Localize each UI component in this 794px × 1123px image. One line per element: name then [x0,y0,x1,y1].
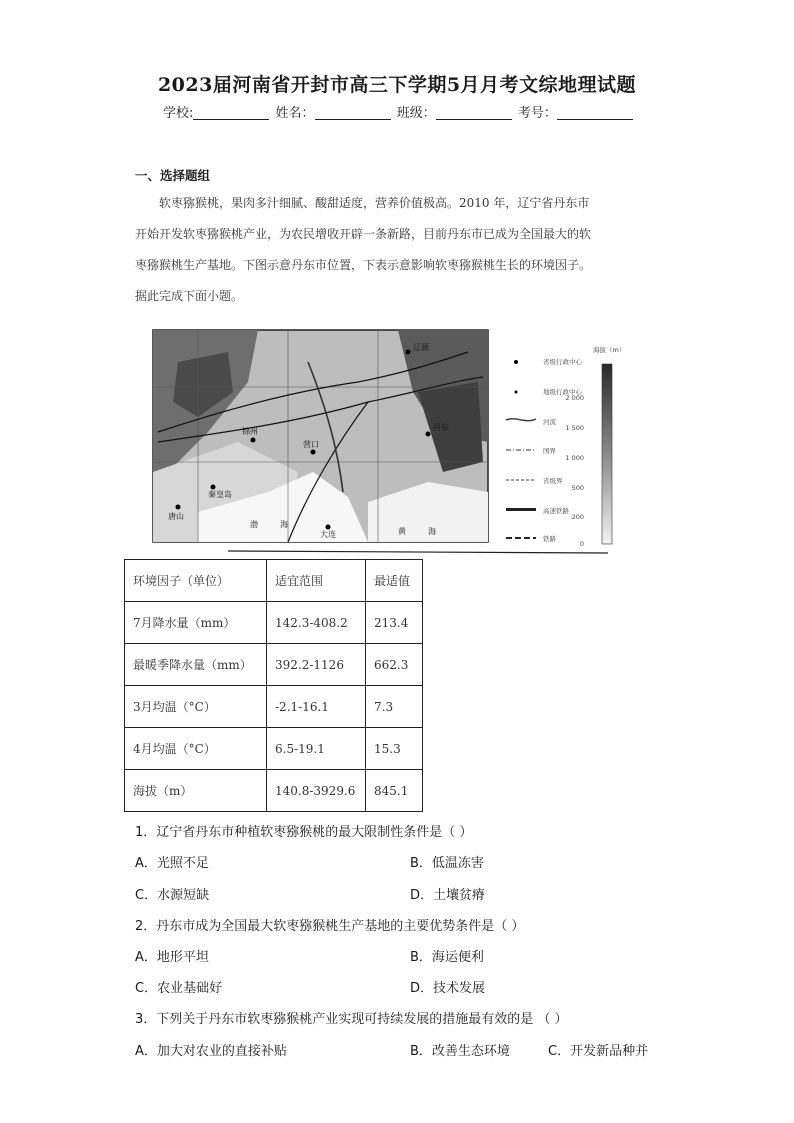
table-header-cell: 最适值 [366,560,423,602]
map-label: 丹东 [433,423,449,432]
q1-option-c[interactable]: C．水源短缺 [135,888,210,903]
svg-text:200: 200 [571,513,584,521]
q3-option-c[interactable]: C．开发新品种并 [548,1044,649,1059]
elevation-legend [565,345,625,548]
map-label: 秦皇岛 [208,490,232,499]
map-label: 海 [428,527,436,536]
table-header-cell: 适宜范围 [267,560,366,602]
table-cell: 142.3-408.2 [267,602,366,644]
question-3: 3．下列关于丹东市软枣猕猴桃产业实现可持续发展的措施最有效的是 （ ） [135,1012,568,1027]
q3-option-a[interactable]: A．加大对农业的直接补贴 [135,1044,287,1059]
table-cell: 4月均温（°C） [125,728,267,770]
svg-text:海拔（m）: 海拔（m） [593,346,626,354]
table-cell: 6.5-19.1 [267,728,366,770]
class-label: 班级： [396,106,436,121]
table-cell: 7月降水量（mm） [125,602,267,644]
table-cell: 662.3 [366,644,423,686]
school-blank [193,106,269,120]
table-row [125,686,423,728]
q1-option-d[interactable]: D．土壤贫瘠 [410,888,486,903]
svg-text:省级行政中心: 省级行政中心 [543,358,582,366]
table-header-row [125,560,423,602]
q2-option-c[interactable]: C．农业基础好 [135,981,223,996]
map-label: 锦州 [242,427,258,436]
map-label: 黄 [398,527,406,536]
passage-line: 枣猕猴桃生产基地。下图示意丹东市位置，下表示意影响软枣猕猴桃生长的环境因子。 [135,258,592,272]
map-label: 大连 [320,530,336,539]
q2-option-a[interactable]: A．地形平坦 [135,950,209,965]
exam-no-label: 考号： [517,106,557,121]
name-blank [315,106,391,120]
question-2: 2．丹东市成为全国最大软枣猕猴桃生产基地的主要优势条件是（ ） [135,919,525,934]
table-row [125,602,423,644]
svg-text:铁路: 铁路 [543,535,556,543]
svg-text:地级行政中心: 地级行政中心 [543,388,582,396]
passage-line: 开始开发软枣猕猴桃产业，为农民增收开辟一条新路，目前丹东市已成为全国最大的软 [135,227,592,241]
table-cell: 392.2-1126 [267,644,366,686]
q1-option-a[interactable]: A．光照不足 [135,856,209,871]
section-heading: 一、选择题组 [135,168,211,183]
table-cell: -2.1-16.1 [267,686,366,728]
reading-passage [135,188,665,312]
table-cell: 海拔（m） [125,770,267,812]
svg-text:1 000: 1 000 [565,454,584,462]
svg-text:高速铁路: 高速铁路 [543,507,569,515]
table-row [125,644,423,686]
svg-text:河流: 河流 [543,418,556,426]
svg-text:省级界: 省级界 [543,477,563,485]
environment-factor-table [124,559,423,812]
table-row [125,728,423,770]
table-cell: 140.8-3929.6 [267,770,366,812]
student-info-row [163,102,635,121]
class-blank [436,106,512,120]
map-label: 辽源 [413,343,429,352]
q2-option-d[interactable]: D．技术发展 [410,981,486,996]
school-label: 学校: [163,106,194,121]
exam-no-blank [557,106,633,120]
passage-line: 软枣猕猴桃，果肉多汁细腻、酸甜适度，营养价值极高。2010 年，辽宁省丹东市 [159,196,590,210]
q1-option-b[interactable]: B．低温冻害 [410,856,484,871]
table-cell: 7.3 [366,686,423,728]
map-label: 海 [280,520,288,529]
svg-text:1 500: 1 500 [565,424,584,432]
svg-text:500: 500 [571,484,584,492]
svg-text:0: 0 [579,540,584,548]
table-row [125,770,423,812]
table-cell: 最暖季降水量（mm） [125,644,267,686]
name-label: 姓名： [275,106,315,121]
svg-text:2 000: 2 000 [565,394,584,402]
dandong-location-map [138,322,626,558]
map-label: 渤 [250,520,258,529]
question-1: 1．辽宁省丹东市种植软枣猕猴桃的最大限制性条件是（ ） [135,825,473,840]
q3-option-b[interactable]: B．改善生态环境 [410,1044,510,1059]
svg-text:国界: 国界 [543,447,556,455]
table-header-cell: 环境因子（单位） [125,560,267,602]
table-cell: 3月均温（°C） [125,686,267,728]
q2-option-b[interactable]: B．海运便利 [410,950,484,965]
map-label: 唐山 [168,512,184,521]
map-label: 营口 [303,440,319,449]
table-cell: 15.3 [366,728,423,770]
table-cell: 213.4 [366,602,423,644]
exam-title: 2023届河南省开封市高三下学期5月月考文综地理试题 [157,74,637,96]
passage-line: 据此完成下面小题。 [135,289,244,303]
table-cell: 845.1 [366,770,423,812]
